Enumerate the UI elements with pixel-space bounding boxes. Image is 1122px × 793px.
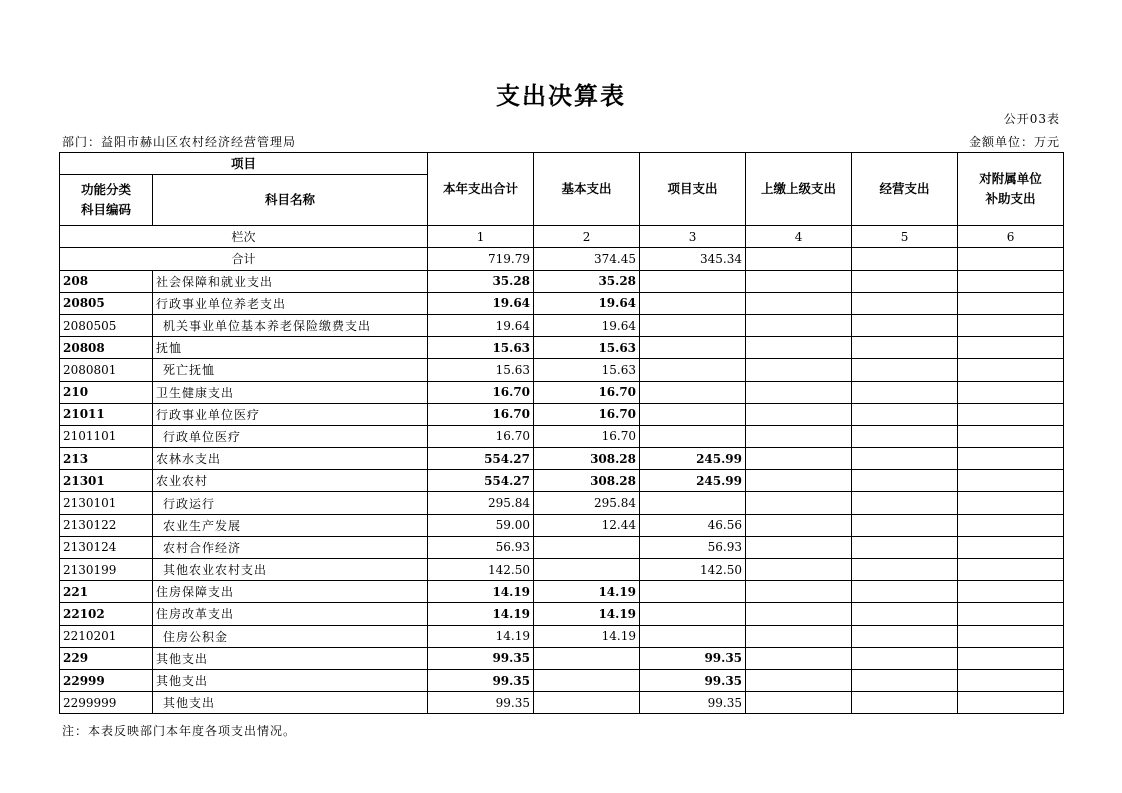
amount-cell: 19.64: [428, 292, 534, 314]
amount-cell: [958, 581, 1064, 603]
amount-cell: 16.70: [534, 403, 640, 425]
subject-code-cell: 22102: [60, 603, 153, 625]
table-row: [60, 381, 1064, 403]
amount-cell: [746, 425, 852, 447]
subject-code-cell: 20805: [60, 292, 153, 314]
amount-cell: [746, 292, 852, 314]
amount-cell: 308.28: [534, 470, 640, 492]
table-row: [60, 492, 1064, 514]
subject-name-cell: 住房公积金: [153, 625, 428, 647]
table-row: [60, 669, 1064, 691]
amount-cell: 59.00: [428, 514, 534, 536]
amount-cell: [958, 625, 1064, 647]
amount-cell: [958, 603, 1064, 625]
amount-cell: [852, 359, 958, 381]
table-row: [60, 337, 1064, 359]
subject-code-cell: 2130122: [60, 514, 153, 536]
amount-cell: [958, 381, 1064, 403]
amount-cell: [640, 581, 746, 603]
amount-cell: 14.19: [428, 625, 534, 647]
column-number: 6: [958, 226, 1064, 248]
amount-cell: 554.27: [428, 470, 534, 492]
code-header: [60, 175, 153, 226]
table-row: [60, 536, 1064, 558]
column-number: 4: [746, 226, 852, 248]
amount-cell: [746, 692, 852, 714]
subject-name-cell: 抚恤: [153, 337, 428, 359]
subject-name-cell: 行政事业单位养老支出: [153, 292, 428, 314]
amount-cell: [852, 603, 958, 625]
amount-cell: [746, 559, 852, 581]
amount-cell: [852, 492, 958, 514]
amount-cell: 16.70: [534, 381, 640, 403]
amount-cell: 16.70: [428, 425, 534, 447]
total-header: 本年支出合计: [428, 153, 534, 226]
table-row: [60, 470, 1064, 492]
amount-cell: 14.19: [428, 603, 534, 625]
amount-cell: [640, 603, 746, 625]
amount-cell: [852, 559, 958, 581]
amount-cell: [958, 425, 1064, 447]
subject-code-cell: 208: [60, 270, 153, 292]
amount-cell: [852, 314, 958, 336]
subject-code-cell: 2299999: [60, 692, 153, 714]
subsidiary-header-line1: 对附属单位: [979, 171, 1042, 187]
amount-cell: [746, 514, 852, 536]
code-header-line1: 功能分类: [80, 182, 131, 198]
subject-name-cell: 农村合作经济: [153, 536, 428, 558]
amount-cell: [640, 337, 746, 359]
subject-code-cell: 2130124: [60, 536, 153, 558]
amount-cell: 19.64: [428, 314, 534, 336]
upper-header: 上缴上级支出: [746, 153, 852, 226]
page-title: 支出决算表: [496, 82, 626, 110]
amount-cell: [958, 292, 1064, 314]
amount-cell: 19.64: [534, 292, 640, 314]
amount-cell: [852, 581, 958, 603]
subsidiary-header-line2: 补助支出: [985, 191, 1036, 207]
amount-cell: [958, 403, 1064, 425]
amount-cell: [852, 669, 958, 691]
amount-cell: [746, 470, 852, 492]
amount-cell: [852, 337, 958, 359]
subject-name-cell: 其他农业农村支出: [153, 559, 428, 581]
subject-name-cell: 住房保障支出: [153, 581, 428, 603]
project-header: 项目支出: [640, 153, 746, 226]
expenditure-table: [59, 152, 1064, 714]
table-row: [60, 359, 1064, 381]
table-row: [60, 425, 1064, 447]
table-row: [60, 625, 1064, 647]
column-number-label: 栏次: [60, 226, 428, 248]
amount-cell: [958, 470, 1064, 492]
subject-code-cell: 229: [60, 647, 153, 669]
amount-cell: [852, 425, 958, 447]
amount-cell: 16.70: [428, 381, 534, 403]
amount-cell: [746, 625, 852, 647]
total-value: 374.45: [534, 248, 640, 270]
amount-cell: [852, 692, 958, 714]
amount-cell: 56.93: [640, 536, 746, 558]
amount-cell: 99.35: [640, 692, 746, 714]
amount-cell: [746, 448, 852, 470]
amount-cell: [640, 403, 746, 425]
subject-name-cell: 其他支出: [153, 692, 428, 714]
subject-name-cell: 住房改革支出: [153, 603, 428, 625]
amount-cell: 14.19: [534, 625, 640, 647]
amount-cell: 15.63: [428, 337, 534, 359]
item-header: 项目: [60, 153, 428, 175]
business-header: 经营支出: [852, 153, 958, 226]
amount-cell: [958, 314, 1064, 336]
amount-cell: 99.35: [428, 647, 534, 669]
amount-cell: [640, 425, 746, 447]
amount-cell: [746, 337, 852, 359]
amount-cell: [640, 625, 746, 647]
subject-name-cell: 其他支出: [153, 647, 428, 669]
total-value: 345.34: [640, 248, 746, 270]
amount-cell: [746, 381, 852, 403]
amount-cell: [958, 692, 1064, 714]
amount-cell: [852, 470, 958, 492]
amount-cell: [640, 270, 746, 292]
column-number: 3: [640, 226, 746, 248]
amount-cell: 245.99: [640, 470, 746, 492]
amount-cell: [958, 448, 1064, 470]
amount-cell: [534, 536, 640, 558]
amount-cell: [958, 536, 1064, 558]
amount-cell: [746, 647, 852, 669]
amount-cell: [746, 581, 852, 603]
amount-cell: [746, 603, 852, 625]
amount-cell: [746, 669, 852, 691]
amount-cell: [746, 270, 852, 292]
amount-cell: [746, 314, 852, 336]
total-value: [746, 248, 852, 270]
subject-name-cell: 行政单位医疗: [153, 425, 428, 447]
amount-cell: [852, 270, 958, 292]
amount-unit-label: 金额单位：万元: [968, 135, 1060, 149]
column-number: 2: [534, 226, 640, 248]
amount-cell: 15.63: [428, 359, 534, 381]
table-row: [60, 314, 1064, 336]
total-value: [852, 248, 958, 270]
amount-cell: 15.63: [534, 359, 640, 381]
amount-cell: 35.28: [428, 270, 534, 292]
subject-name-cell: 其他支出: [153, 669, 428, 691]
subject-code-cell: 21011: [60, 403, 153, 425]
amount-cell: 19.64: [534, 314, 640, 336]
amount-cell: 14.19: [534, 581, 640, 603]
table-row: [60, 603, 1064, 625]
subject-name-cell: 行政运行: [153, 492, 428, 514]
subject-name-cell: 社会保障和就业支出: [153, 270, 428, 292]
table-row: [60, 270, 1064, 292]
amount-cell: [746, 359, 852, 381]
amount-cell: [746, 403, 852, 425]
amount-cell: [534, 669, 640, 691]
amount-cell: 245.99: [640, 448, 746, 470]
amount-cell: [958, 337, 1064, 359]
subject-name-cell: 死亡抚恤: [153, 359, 428, 381]
amount-cell: [640, 314, 746, 336]
table-row: [60, 292, 1064, 314]
amount-cell: 142.50: [428, 559, 534, 581]
subject-name-cell: 机关事业单位基本养老保险缴费支出: [153, 314, 428, 336]
amount-cell: 554.27: [428, 448, 534, 470]
subject-code-cell: 221: [60, 581, 153, 603]
basic-header: 基本支出: [534, 153, 640, 226]
amount-cell: 295.84: [534, 492, 640, 514]
amount-cell: [958, 669, 1064, 691]
amount-cell: [852, 625, 958, 647]
table-row: [60, 448, 1064, 470]
amount-cell: 99.35: [640, 669, 746, 691]
subject-code-cell: 21301: [60, 470, 153, 492]
amount-cell: 15.63: [534, 337, 640, 359]
amount-cell: [958, 359, 1064, 381]
amount-cell: 12.44: [534, 514, 640, 536]
subject-name-header: 科目名称: [153, 175, 428, 226]
amount-cell: 16.70: [428, 403, 534, 425]
department-label: 部门：益阳市赫山区农村经济经营管理局: [62, 135, 297, 149]
subject-code-cell: 213: [60, 448, 153, 470]
amount-cell: [852, 448, 958, 470]
amount-cell: [958, 647, 1064, 669]
amount-cell: [852, 536, 958, 558]
amount-cell: 99.35: [428, 692, 534, 714]
code-header-line2: 科目编码: [80, 202, 131, 218]
table-row: [60, 692, 1064, 714]
table-row: [60, 647, 1064, 669]
amount-cell: [640, 359, 746, 381]
amount-cell: [958, 270, 1064, 292]
amount-cell: [958, 559, 1064, 581]
amount-cell: [746, 536, 852, 558]
subject-code-cell: 2210201: [60, 625, 153, 647]
amount-cell: [640, 492, 746, 514]
amount-cell: [534, 647, 640, 669]
total-value: [958, 248, 1064, 270]
column-number-row: [60, 226, 1064, 248]
subject-name-cell: 农业生产发展: [153, 514, 428, 536]
amount-cell: 56.93: [428, 536, 534, 558]
total-value: 719.79: [428, 248, 534, 270]
amount-cell: 99.35: [428, 669, 534, 691]
amount-cell: 46.56: [640, 514, 746, 536]
table-row: [60, 403, 1064, 425]
amount-cell: 35.28: [534, 270, 640, 292]
table-row: [60, 514, 1064, 536]
form-number: 公开03表: [1003, 112, 1060, 126]
amount-cell: [852, 403, 958, 425]
total-label: 合计: [60, 248, 428, 270]
subject-name-cell: 农林水支出: [153, 448, 428, 470]
column-number: 5: [852, 226, 958, 248]
amount-cell: 14.19: [428, 581, 534, 603]
amount-cell: [640, 381, 746, 403]
subject-name-cell: 农业农村: [153, 470, 428, 492]
subject-name-cell: 卫生健康支出: [153, 381, 428, 403]
amount-cell: [640, 292, 746, 314]
subject-code-cell: 22999: [60, 669, 153, 691]
table-row: [60, 559, 1064, 581]
subject-name-cell: 行政事业单位医疗: [153, 403, 428, 425]
subject-code-cell: 210: [60, 381, 153, 403]
amount-cell: 142.50: [640, 559, 746, 581]
footnote: 注：本表反映部门本年度各项支出情况。: [62, 724, 297, 738]
subject-code-cell: 2080505: [60, 314, 153, 336]
subsidiary-header: [958, 153, 1064, 226]
amount-cell: [852, 647, 958, 669]
subject-code-cell: 20808: [60, 337, 153, 359]
amount-cell: 308.28: [534, 448, 640, 470]
column-number: 1: [428, 226, 534, 248]
subject-code-cell: 2080801: [60, 359, 153, 381]
amount-cell: 99.35: [640, 647, 746, 669]
amount-cell: [746, 492, 852, 514]
amount-cell: 14.19: [534, 603, 640, 625]
amount-cell: [852, 381, 958, 403]
amount-cell: [852, 292, 958, 314]
subject-code-cell: 2130199: [60, 559, 153, 581]
amount-cell: [958, 492, 1064, 514]
amount-cell: 16.70: [534, 425, 640, 447]
total-row: [60, 248, 1064, 270]
subject-code-cell: 2101101: [60, 425, 153, 447]
amount-cell: [534, 692, 640, 714]
subject-code-cell: 2130101: [60, 492, 153, 514]
table-row: [60, 581, 1064, 603]
amount-cell: [958, 514, 1064, 536]
header-row-1: [60, 153, 1064, 175]
amount-cell: [534, 559, 640, 581]
amount-cell: 295.84: [428, 492, 534, 514]
amount-cell: [852, 514, 958, 536]
